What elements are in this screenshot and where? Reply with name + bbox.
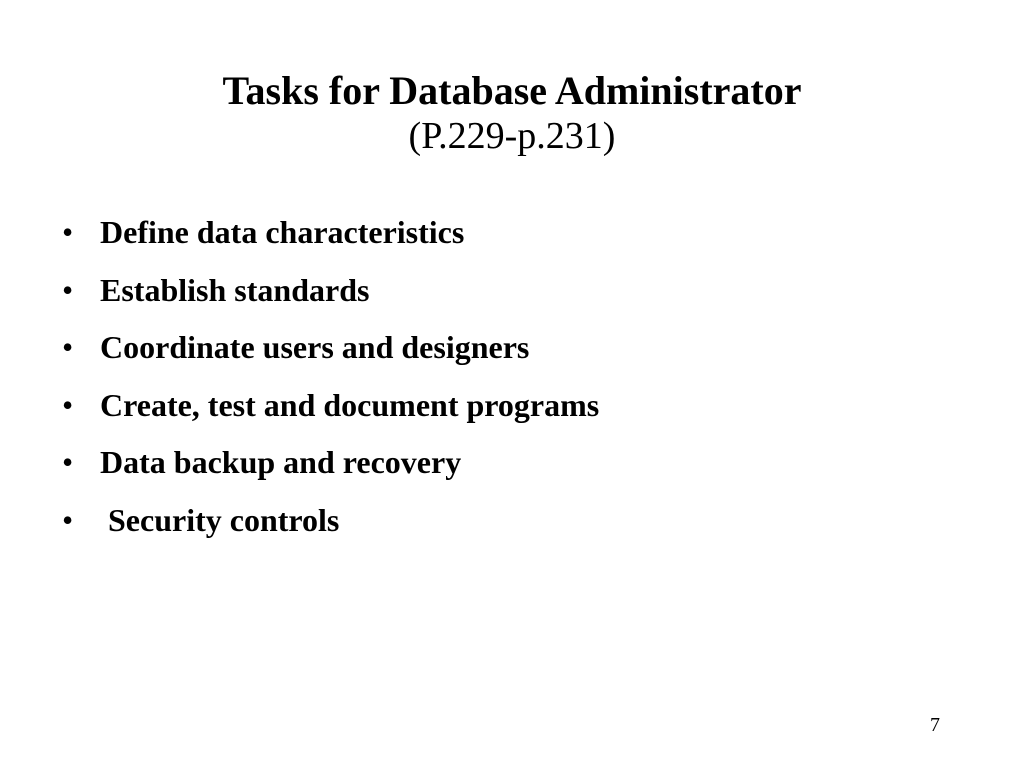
list-item [62, 377, 599, 435]
bullet-icon: • [62, 386, 74, 423]
list-item [62, 262, 599, 320]
bullet-icon: • [62, 501, 74, 538]
list-item [62, 204, 599, 262]
bullet-icon: • [62, 329, 74, 366]
bullet-icon: • [62, 271, 74, 308]
slide-subtitle: (P.229-p.231) [408, 115, 616, 157]
bullet-text: Data backup and recovery [100, 444, 462, 481]
bullet-text: Security controls [100, 501, 340, 538]
bullet-list [62, 204, 599, 549]
bullet-text: Establish standards [100, 271, 370, 308]
list-item [62, 492, 599, 550]
slide-title: Tasks for Database Administrator [222, 68, 802, 113]
list-item [62, 434, 599, 492]
title-block [0, 68, 1024, 158]
page-number: 7 [930, 714, 940, 736]
bullet-text: Coordinate users and designers [100, 329, 530, 366]
bullet-text: Define data characteristics [100, 214, 465, 251]
bullet-icon: • [62, 214, 74, 251]
bullet-icon: • [62, 444, 74, 481]
list-item [62, 319, 599, 377]
bullet-text: Create, test and document programs [100, 386, 600, 423]
